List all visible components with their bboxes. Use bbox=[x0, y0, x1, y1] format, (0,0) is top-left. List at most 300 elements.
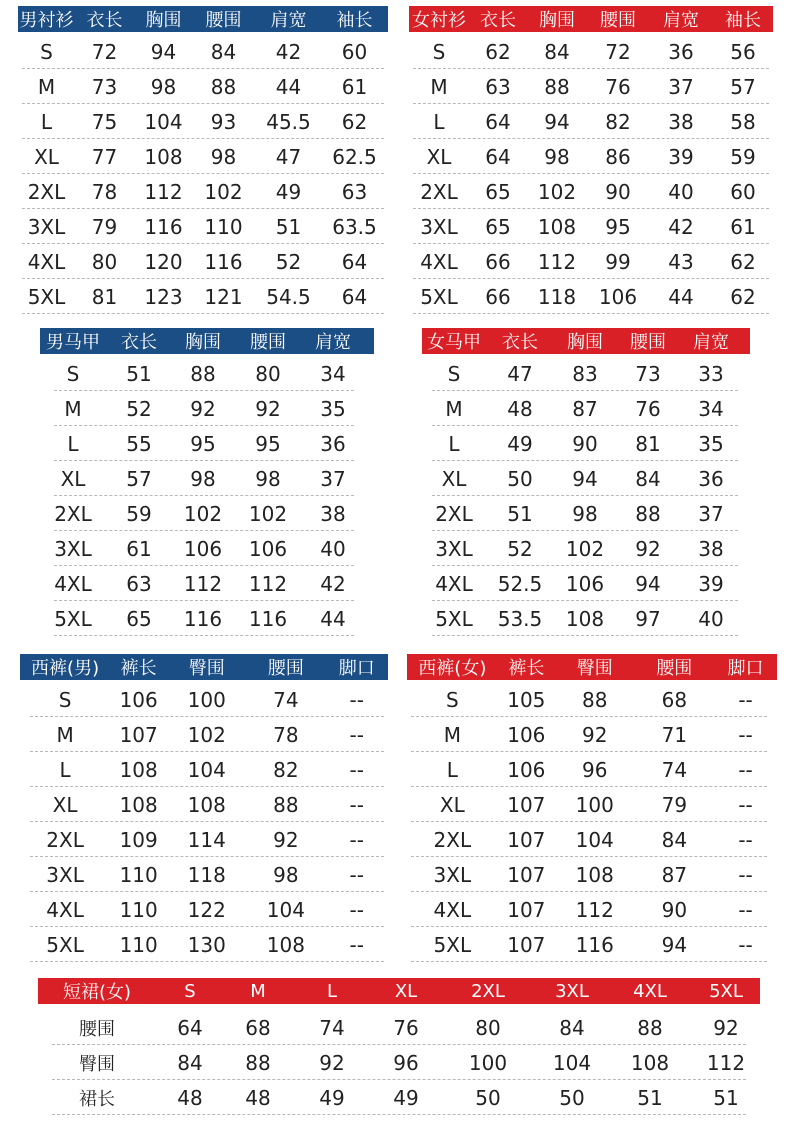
skirt-table bbox=[38, 978, 760, 1118]
value-cell: 75 bbox=[91, 109, 118, 134]
value-cell: 112 bbox=[248, 571, 288, 596]
value-cell: 92 bbox=[319, 1050, 345, 1075]
table-row bbox=[18, 34, 388, 69]
value-cell: 76 bbox=[605, 74, 631, 99]
table-row bbox=[407, 752, 777, 787]
row-label-cell: M bbox=[56, 722, 74, 747]
women-vest-header-row bbox=[422, 328, 750, 354]
value-cell: -- bbox=[738, 792, 753, 817]
row-label-cell: L bbox=[433, 109, 445, 134]
table-row bbox=[18, 139, 388, 174]
header-cell: 衣长 bbox=[502, 332, 538, 353]
value-cell: 39 bbox=[668, 144, 694, 169]
value-cell: 118 bbox=[537, 284, 577, 309]
row-label-cell: M bbox=[64, 396, 82, 421]
value-cell: 106 bbox=[565, 571, 605, 596]
value-cell: 36 bbox=[668, 39, 694, 64]
men-shirt-table bbox=[18, 6, 388, 310]
value-cell: 79 bbox=[91, 214, 118, 239]
value-cell: 62 bbox=[341, 109, 368, 134]
value-cell: 87 bbox=[661, 862, 688, 887]
header-cell: 衣长 bbox=[86, 10, 123, 31]
row-label-cell: 4XL bbox=[27, 249, 66, 274]
value-cell: 90 bbox=[661, 897, 688, 922]
header-cell: 脚口 bbox=[727, 658, 764, 679]
value-cell: 106 bbox=[598, 284, 638, 309]
value-cell: 102 bbox=[565, 536, 605, 561]
value-cell: 112 bbox=[575, 897, 614, 922]
row-label-cell: XL bbox=[34, 144, 59, 169]
row-label-cell: 3XL bbox=[54, 536, 92, 561]
value-cell: 34 bbox=[698, 396, 724, 421]
value-cell: 49 bbox=[507, 431, 533, 456]
value-cell: 90 bbox=[572, 431, 598, 456]
value-cell: 72 bbox=[91, 39, 118, 64]
table-row bbox=[407, 927, 777, 962]
value-cell: 63 bbox=[485, 74, 511, 99]
header-cell: 衣长 bbox=[480, 10, 516, 31]
row-label-cell: 2XL bbox=[27, 179, 66, 204]
header-cell: 袖长 bbox=[725, 10, 761, 31]
row-label-cell: 5XL bbox=[46, 932, 84, 957]
header-cell: 肩宽 bbox=[663, 10, 699, 31]
value-cell: 84 bbox=[544, 39, 570, 64]
value-cell: 42 bbox=[668, 214, 694, 239]
header-cell: 2XL bbox=[471, 980, 505, 1002]
value-cell: 42 bbox=[275, 39, 302, 64]
row-label-cell: 4XL bbox=[420, 249, 458, 274]
value-cell: 62 bbox=[485, 39, 511, 64]
value-cell: -- bbox=[738, 897, 753, 922]
value-cell: 59 bbox=[730, 144, 756, 169]
table-row bbox=[407, 857, 777, 892]
header-cell: XL bbox=[394, 980, 418, 1002]
value-cell: -- bbox=[349, 827, 364, 852]
value-cell: 88 bbox=[210, 74, 237, 99]
value-cell: 51 bbox=[713, 1085, 739, 1110]
value-cell: 108 bbox=[144, 144, 183, 169]
value-cell: -- bbox=[349, 757, 364, 782]
table-row bbox=[407, 717, 777, 752]
table-row bbox=[422, 461, 750, 496]
value-cell: 48 bbox=[177, 1085, 203, 1110]
value-cell: 81 bbox=[635, 431, 661, 456]
value-cell: 107 bbox=[119, 722, 158, 747]
value-cell: 108 bbox=[266, 932, 305, 957]
value-cell: 52 bbox=[275, 249, 302, 274]
header-cell: 腰围 bbox=[600, 10, 636, 31]
value-cell: 37 bbox=[698, 501, 724, 526]
value-cell: 36 bbox=[320, 431, 346, 456]
row-label-cell: XL bbox=[439, 792, 465, 817]
row-label-cell: L bbox=[446, 757, 458, 782]
row-label-cell: 2XL bbox=[435, 501, 473, 526]
table-row bbox=[422, 601, 750, 636]
header-cell: 腰围 bbox=[267, 658, 304, 679]
table-row bbox=[20, 717, 388, 752]
table-row bbox=[422, 356, 750, 391]
value-cell: 73 bbox=[91, 74, 118, 99]
value-cell: 116 bbox=[144, 214, 183, 239]
table-row bbox=[20, 682, 388, 717]
value-cell: 42 bbox=[320, 571, 346, 596]
row-label-cell: 3XL bbox=[27, 214, 66, 239]
men-shirt-header-row bbox=[18, 6, 388, 32]
value-cell: 64 bbox=[485, 109, 511, 134]
value-cell: 95 bbox=[190, 431, 216, 456]
men-pants-table bbox=[20, 654, 388, 958]
table-row bbox=[409, 279, 773, 314]
header-cell: S bbox=[184, 980, 196, 1002]
header-cell: 女马甲 bbox=[427, 332, 481, 353]
header-cell: L bbox=[326, 980, 338, 1002]
table-row bbox=[409, 34, 773, 69]
value-cell: 110 bbox=[119, 897, 158, 922]
value-cell: 33 bbox=[698, 361, 724, 386]
value-cell: 104 bbox=[552, 1050, 592, 1075]
value-cell: 74 bbox=[319, 1015, 345, 1040]
table-row bbox=[40, 461, 374, 496]
header-cell: 臀围 bbox=[576, 658, 613, 679]
women-shirt-header-row bbox=[409, 6, 773, 32]
value-cell: 80 bbox=[255, 361, 281, 386]
value-cell: 45.5 bbox=[266, 109, 311, 134]
row-label-cell: 3XL bbox=[435, 536, 473, 561]
header-cell: 腰围 bbox=[205, 10, 242, 31]
value-cell: 59 bbox=[126, 501, 152, 526]
value-cell: 130 bbox=[187, 932, 226, 957]
value-cell: 51 bbox=[507, 501, 533, 526]
row-label-cell: S bbox=[40, 39, 53, 64]
table-row bbox=[20, 787, 388, 822]
value-cell: 84 bbox=[635, 466, 661, 491]
value-cell: 47 bbox=[507, 361, 533, 386]
value-cell: 61 bbox=[341, 74, 368, 99]
value-cell: 104 bbox=[144, 109, 183, 134]
value-cell: 98 bbox=[190, 466, 216, 491]
value-cell: 102 bbox=[537, 179, 577, 204]
value-cell: 108 bbox=[537, 214, 577, 239]
value-cell: 82 bbox=[273, 757, 299, 782]
table-row bbox=[407, 892, 777, 927]
value-cell: 82 bbox=[605, 109, 631, 134]
table-row bbox=[40, 391, 374, 426]
row-label-cell: 5XL bbox=[433, 932, 472, 957]
value-cell: 93 bbox=[210, 109, 237, 134]
value-cell: 50 bbox=[475, 1085, 501, 1110]
table-row bbox=[20, 927, 388, 962]
row-label-cell: L bbox=[59, 757, 71, 782]
table-row bbox=[422, 426, 750, 461]
value-cell: 123 bbox=[144, 284, 183, 309]
value-cell: 50 bbox=[507, 466, 533, 491]
value-cell: 51 bbox=[126, 361, 152, 386]
value-cell: 58 bbox=[730, 109, 756, 134]
header-cell: 5XL bbox=[709, 980, 743, 1002]
value-cell: 35 bbox=[320, 396, 346, 421]
value-cell: 107 bbox=[507, 932, 546, 957]
value-cell: 80 bbox=[91, 249, 118, 274]
table-row bbox=[40, 496, 374, 531]
value-cell: 61 bbox=[730, 214, 756, 239]
value-cell: 88 bbox=[582, 687, 608, 712]
row-label-cell: M bbox=[445, 396, 463, 421]
table-row bbox=[422, 496, 750, 531]
table-row bbox=[38, 1010, 760, 1045]
value-cell: 112 bbox=[183, 571, 223, 596]
value-cell: 87 bbox=[572, 396, 598, 421]
header-cell: 胸围 bbox=[185, 332, 221, 353]
table-row bbox=[40, 566, 374, 601]
header-cell: 西裤(女) bbox=[418, 658, 487, 679]
table-row bbox=[20, 822, 388, 857]
value-cell: 86 bbox=[605, 144, 631, 169]
row-label-cell: S bbox=[58, 687, 72, 712]
header-cell: 胸围 bbox=[567, 332, 603, 353]
row-label-cell: XL bbox=[426, 144, 452, 169]
header-cell: 男马甲 bbox=[46, 332, 100, 353]
value-cell: 64 bbox=[341, 284, 368, 309]
men-vest-header-row bbox=[40, 328, 374, 354]
women-pants-table bbox=[407, 654, 777, 958]
value-cell: 106 bbox=[119, 687, 158, 712]
row-label-cell: XL bbox=[60, 466, 86, 491]
value-cell: 38 bbox=[320, 501, 346, 526]
value-cell: 98 bbox=[544, 144, 570, 169]
value-cell: 116 bbox=[575, 932, 614, 957]
value-cell: 97 bbox=[635, 606, 661, 631]
value-cell: 51 bbox=[637, 1085, 663, 1110]
value-cell: 60 bbox=[341, 39, 368, 64]
value-cell: 96 bbox=[393, 1050, 419, 1075]
value-cell: 110 bbox=[119, 932, 158, 957]
value-cell: 40 bbox=[698, 606, 724, 631]
value-cell: 49 bbox=[275, 179, 302, 204]
header-cell: 袖长 bbox=[336, 10, 373, 31]
header-cell: 裤长 bbox=[508, 658, 545, 679]
value-cell: 106 bbox=[248, 536, 288, 561]
header-cell: 肩宽 bbox=[315, 332, 351, 353]
row-label-cell: 腰围 bbox=[79, 1018, 115, 1040]
header-cell: 4XL bbox=[633, 980, 667, 1002]
value-cell: 94 bbox=[150, 39, 177, 64]
table-row bbox=[18, 104, 388, 139]
value-cell: 35 bbox=[698, 431, 724, 456]
row-label-cell: XL bbox=[441, 466, 467, 491]
value-cell: 63 bbox=[126, 571, 152, 596]
table-row bbox=[422, 391, 750, 426]
value-cell: 107 bbox=[507, 792, 546, 817]
value-cell: 63 bbox=[341, 179, 368, 204]
row-label-cell: S bbox=[447, 361, 461, 386]
value-cell: 77 bbox=[91, 144, 118, 169]
header-cell: 女衬衫 bbox=[412, 10, 466, 31]
row-label-cell: 2XL bbox=[46, 827, 84, 852]
value-cell: 38 bbox=[668, 109, 694, 134]
row-label-cell: 4XL bbox=[46, 897, 84, 922]
value-cell: 108 bbox=[630, 1050, 670, 1075]
row-label-cell: L bbox=[448, 431, 460, 456]
header-cell: 衣长 bbox=[121, 332, 157, 353]
value-cell: 56 bbox=[730, 39, 756, 64]
value-cell: 52 bbox=[126, 396, 152, 421]
row-label-cell: S bbox=[432, 39, 446, 64]
value-cell: -- bbox=[738, 722, 753, 747]
value-cell: 64 bbox=[341, 249, 368, 274]
value-cell: 64 bbox=[485, 144, 511, 169]
row-label-cell: XL bbox=[52, 792, 78, 817]
value-cell: 71 bbox=[661, 722, 688, 747]
value-cell: 36 bbox=[698, 466, 724, 491]
table-row bbox=[40, 531, 374, 566]
value-cell: 49 bbox=[393, 1085, 419, 1110]
value-cell: 76 bbox=[393, 1015, 419, 1040]
table-row bbox=[18, 209, 388, 244]
value-cell: 104 bbox=[187, 757, 226, 782]
value-cell: 106 bbox=[507, 757, 546, 782]
header-cell: 3XL bbox=[555, 980, 589, 1002]
table-row bbox=[407, 822, 777, 857]
value-cell: 100 bbox=[575, 792, 614, 817]
value-cell: 102 bbox=[204, 179, 243, 204]
header-cell: 肩宽 bbox=[693, 332, 729, 353]
row-label-cell: 2XL bbox=[54, 501, 92, 526]
value-cell: 107 bbox=[507, 827, 546, 852]
value-cell: 122 bbox=[187, 897, 226, 922]
row-label-cell: S bbox=[66, 361, 80, 386]
header-cell: 胸围 bbox=[539, 10, 575, 31]
row-label-cell: 5XL bbox=[420, 284, 458, 309]
value-cell: 62 bbox=[730, 249, 756, 274]
value-cell: 61 bbox=[126, 536, 152, 561]
value-cell: 109 bbox=[119, 827, 158, 852]
value-cell: -- bbox=[738, 757, 753, 782]
value-cell: 55 bbox=[126, 431, 152, 456]
value-cell: -- bbox=[738, 932, 753, 957]
row-label-cell: 3XL bbox=[420, 214, 458, 239]
value-cell: 84 bbox=[210, 39, 237, 64]
value-cell: 43 bbox=[668, 249, 694, 274]
row-label-cell: L bbox=[67, 431, 79, 456]
value-cell: 107 bbox=[507, 897, 546, 922]
row-label-cell: 3XL bbox=[433, 862, 472, 887]
value-cell: 88 bbox=[637, 1015, 663, 1040]
value-cell: 94 bbox=[635, 571, 661, 596]
value-cell: 92 bbox=[582, 722, 608, 747]
table-row bbox=[409, 244, 773, 279]
value-cell: 106 bbox=[507, 722, 546, 747]
value-cell: 92 bbox=[635, 536, 661, 561]
row-label-cell: 5XL bbox=[54, 606, 92, 631]
value-cell: 90 bbox=[605, 179, 631, 204]
value-cell: 62.5 bbox=[332, 144, 377, 169]
row-label-cell: 4XL bbox=[433, 897, 472, 922]
header-cell: 男衬衫 bbox=[19, 10, 74, 31]
value-cell: 44 bbox=[275, 74, 302, 99]
value-cell: 52 bbox=[507, 536, 533, 561]
value-cell: 66 bbox=[485, 284, 511, 309]
table-row bbox=[40, 426, 374, 461]
value-cell: 94 bbox=[661, 932, 688, 957]
value-cell: 118 bbox=[187, 862, 226, 887]
value-cell: 95 bbox=[605, 214, 631, 239]
value-cell: 50 bbox=[559, 1085, 585, 1110]
value-cell: 49 bbox=[319, 1085, 345, 1110]
value-cell: 51 bbox=[275, 214, 302, 239]
table-row bbox=[40, 601, 374, 636]
value-cell: 65 bbox=[485, 179, 511, 204]
value-cell: -- bbox=[349, 687, 364, 712]
women-pants-header-row bbox=[407, 654, 777, 680]
value-cell: 116 bbox=[183, 606, 223, 631]
value-cell: -- bbox=[349, 792, 364, 817]
value-cell: 72 bbox=[605, 39, 631, 64]
value-cell: 57 bbox=[730, 74, 756, 99]
header-cell: 肩宽 bbox=[270, 10, 307, 31]
value-cell: 44 bbox=[320, 606, 346, 631]
value-cell: 53.5 bbox=[497, 606, 543, 631]
table-row bbox=[20, 857, 388, 892]
value-cell: 60 bbox=[730, 179, 756, 204]
value-cell: 74 bbox=[273, 687, 299, 712]
value-cell: 108 bbox=[565, 606, 605, 631]
value-cell: 106 bbox=[183, 536, 223, 561]
value-cell: -- bbox=[349, 932, 364, 957]
row-label-cell: 5XL bbox=[435, 606, 473, 631]
value-cell: 108 bbox=[119, 757, 158, 782]
value-cell: 102 bbox=[187, 722, 226, 747]
table-row bbox=[18, 69, 388, 104]
value-cell: 63.5 bbox=[332, 214, 377, 239]
table-row bbox=[407, 682, 777, 717]
value-cell: 48 bbox=[507, 396, 533, 421]
table-row bbox=[38, 1080, 760, 1115]
value-cell: 108 bbox=[575, 862, 614, 887]
value-cell: 57 bbox=[126, 466, 152, 491]
value-cell: 92 bbox=[713, 1015, 739, 1040]
value-cell: 38 bbox=[698, 536, 724, 561]
value-cell: 47 bbox=[275, 144, 302, 169]
value-cell: 98 bbox=[210, 144, 237, 169]
header-cell: 短裙(女) bbox=[62, 982, 132, 1003]
table-row bbox=[409, 209, 773, 244]
value-cell: 81 bbox=[91, 284, 118, 309]
value-cell: 108 bbox=[187, 792, 226, 817]
value-cell: -- bbox=[349, 897, 364, 922]
header-cell: 西裤(男) bbox=[31, 658, 100, 679]
value-cell: 92 bbox=[273, 827, 299, 852]
value-cell: 80 bbox=[475, 1015, 501, 1040]
value-cell: 102 bbox=[183, 501, 223, 526]
row-label-cell: 2XL bbox=[420, 179, 458, 204]
value-cell: 52.5 bbox=[497, 571, 543, 596]
value-cell: 34 bbox=[320, 361, 346, 386]
row-label-cell: M bbox=[443, 722, 461, 747]
table-row bbox=[20, 752, 388, 787]
value-cell: 54.5 bbox=[266, 284, 311, 309]
value-cell: 37 bbox=[668, 74, 694, 99]
table-row bbox=[18, 244, 388, 279]
value-cell: 100 bbox=[187, 687, 226, 712]
value-cell: 110 bbox=[119, 862, 158, 887]
header-cell: M bbox=[250, 980, 266, 1002]
row-label-cell: 2XL bbox=[433, 827, 472, 852]
value-cell: 112 bbox=[706, 1050, 746, 1075]
value-cell: -- bbox=[738, 862, 753, 887]
table-row bbox=[422, 531, 750, 566]
value-cell: 120 bbox=[144, 249, 183, 274]
table-row bbox=[18, 279, 388, 314]
